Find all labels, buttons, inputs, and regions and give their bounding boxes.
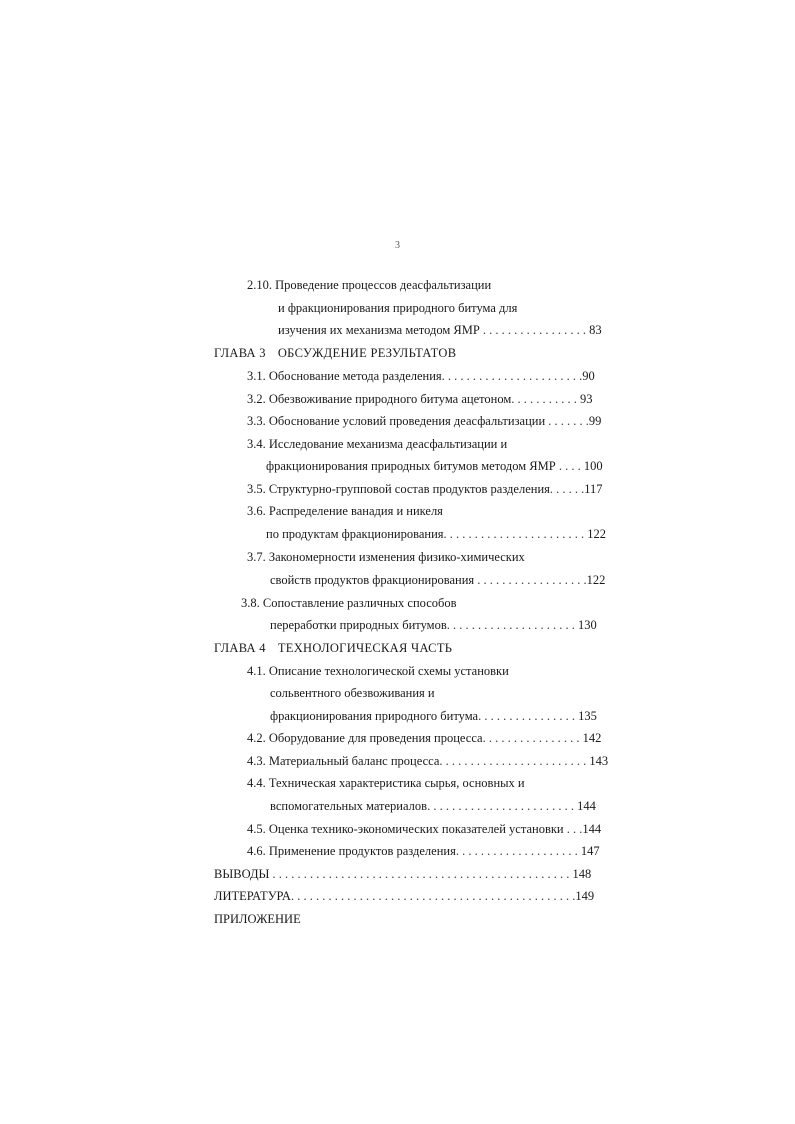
- toc-page-number: 144: [577, 799, 596, 813]
- toc-entry-4-6[interactable]: 4.6. Применение продуктов разделения. . . . . . . . . . . . . . . . . . . . 147: [247, 844, 600, 858]
- toc-page-number: 99: [588, 414, 602, 428]
- chapter-4-heading[interactable]: ГЛАВА 4 ТЕХНОЛОГИЧЕСКАЯ ЧАСТЬ: [214, 641, 453, 655]
- toc-page-number: 122: [586, 573, 606, 587]
- toc-entry-3-4-line1: 3.4. Исследование механизма деасфальтизации и: [247, 437, 508, 451]
- toc-entry-4-4-line2[interactable]: вспомогательных материалов. . . . . . . . . . . . . . . . . . . . . . . . 144: [270, 799, 596, 813]
- chapter-3-heading[interactable]: ГЛАВА 3 ОБСУЖДЕНИЕ РЕЗУЛЬТАТОВ: [214, 346, 457, 360]
- toc-entry-3-1[interactable]: 3.1. Обоснование метода разделения. . . . . . . . . . . . . . . . . . . . . . .90: [247, 369, 595, 383]
- toc-entry-4-5[interactable]: 4.5. Оценка технико-экономических показателей установки . . .144: [247, 822, 602, 836]
- toc-page-number: 100: [583, 459, 603, 473]
- toc-entry-2-10-line2: и фракционирования природного битума для: [278, 301, 518, 315]
- toc-page-number: 148: [572, 867, 592, 881]
- toc-page-number: 93: [580, 392, 593, 406]
- toc-page-number: 142: [582, 731, 602, 745]
- toc-page-number: 83: [589, 323, 602, 337]
- toc-entry-4-1-line3[interactable]: фракционирования природного битума. . . . . . . . . . . . . . . . 135: [270, 709, 597, 723]
- toc-page-number: 135: [578, 709, 597, 723]
- toc-entry-4-3[interactable]: 4.3. Материальный баланс процесса. . . . . . . . . . . . . . . . . . . . . . . . 143: [247, 754, 609, 768]
- toc-page-number: 149: [575, 889, 595, 903]
- toc-entry-4-2[interactable]: 4.2. Оборудование для проведения процесса. . . . . . . . . . . . . . . . 142: [247, 731, 602, 745]
- toc-entry-3-2[interactable]: 3.2. Обезвоживание природного битума ацетоном. . . . . . . . . . . 93: [247, 392, 593, 406]
- toc-entry-4-1-line1: 4.1. Описание технологической схемы установки: [247, 664, 509, 678]
- toc-entry-literatura[interactable]: ЛИТЕРАТУРА. . . . . . . . . . . . . . . . . . . . . . . . . . . . . . . . . . . . . . . . . . . . . .149: [214, 889, 595, 903]
- toc-entry-3-3[interactable]: 3.3. Обоснование условий проведения деасфальтизации . . . . . . .99: [247, 414, 602, 428]
- toc-entry-3-6-line2[interactable]: по продуктам фракционирования. . . . . . . . . . . . . . . . . . . . . . . 122: [266, 527, 607, 541]
- toc-entry-3-6-line1: 3.6. Распределение ванадия и никеля: [247, 504, 443, 518]
- toc-entry-2-10-line3[interactable]: изучения их механизма методом ЯМР . . . . . . . . . . . . . . . . . 83: [278, 323, 602, 337]
- toc-entry-4-1-line2: сольвентного обезвоживания и: [270, 686, 435, 700]
- toc-entry-3-4-line2[interactable]: фракционирования природных битумов методом ЯМР . . . . 100: [266, 459, 603, 473]
- toc-entry-3-7-line2[interactable]: свойств продуктов фракционирования . . . . . . . . . . . . . . . . . .122: [270, 573, 606, 587]
- toc-page-number: 143: [589, 754, 609, 768]
- toc-page-number: 117: [584, 482, 603, 496]
- page-number: 3: [395, 240, 400, 251]
- toc-entry-4-4-line1: 4.4. Техническая характеристика сырья, основных и: [247, 776, 525, 790]
- toc-page-number: 144: [582, 822, 602, 836]
- toc-entry-3-8-line2[interactable]: переработки природных битумов. . . . . . . . . . . . . . . . . . . . . 130: [270, 618, 597, 632]
- toc-entry-3-7-line1: 3.7. Закономерности изменения физико-химических: [247, 550, 525, 564]
- toc-entry-3-8-line1: 3.8. Сопоставление различных способов: [241, 596, 457, 610]
- toc-entry-prilozhenie[interactable]: ПРИЛОЖЕНИЕ: [214, 912, 301, 926]
- toc-entry-3-5[interactable]: 3.5. Структурно-групповой состав продуктов разделения. . . . . .117: [247, 482, 603, 496]
- toc-entry-2-10-line1: 2.10. Проведение процессов деасфальтизации: [247, 278, 492, 292]
- toc-entry-vyvody[interactable]: ВЫВОДЫ . . . . . . . . . . . . . . . . . . . . . . . . . . . . . . . . . . . . . . . . . . . . . . . . 148: [214, 867, 592, 881]
- toc-page-number: 122: [587, 527, 607, 541]
- toc-page-number: 90: [582, 369, 595, 383]
- toc-page-number: 130: [577, 618, 597, 632]
- toc-page-number: 147: [580, 844, 600, 858]
